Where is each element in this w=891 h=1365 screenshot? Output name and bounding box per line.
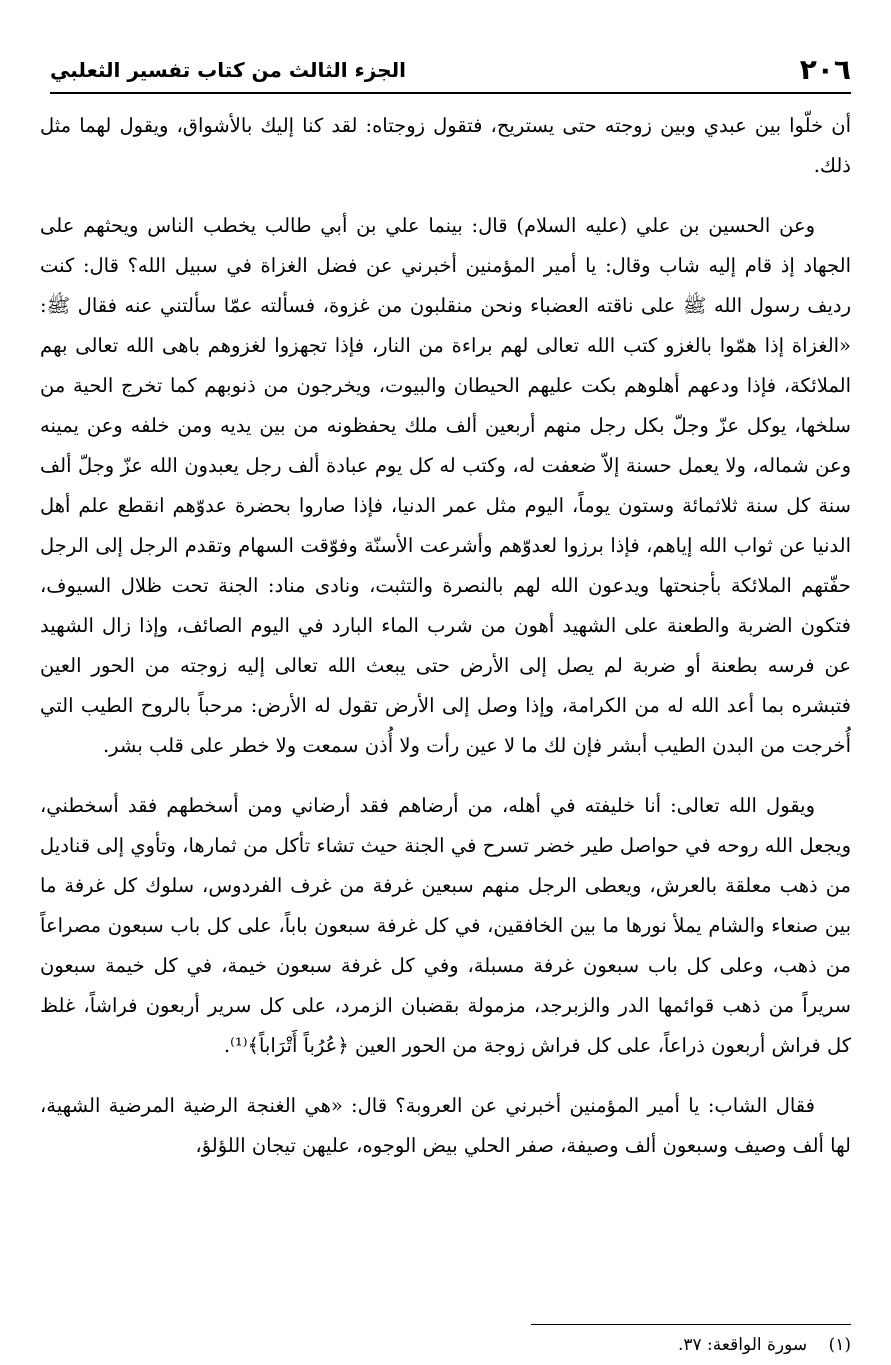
header-rule — [50, 92, 851, 94]
body-text — [40, 106, 851, 1186]
paragraph: فقال الشاب: يا أمير المؤمنين أخبرني عن العروبة؟ قال: «هي الغنجة الرضية المرضية الشهية، لها ألف وصيف وسبعون ألف وصيفة، صفر الحلي بيض الوجوه، عليهن تيجان اللؤلؤ، — [40, 1094, 851, 1157]
footnote-rule — [531, 1324, 851, 1325]
paragraph: ويقول الله تعالى: أنا خليفته في أهله، من أرضاهم فقد أرضاني ومن أسخطهم فقد أسخطني، ويجعل الله روحه في حواصل طير خضر تسرح في الجنة حيث تشاء تأكل من ثمارها، وتأوي إلى قناديل من ذهب معلقة بالعرش، ويعطى الرجل منهم سبعين غرفة من غرف الفردوس، سلوك كل غرفة ما بين صنعاء والشام يملأ نورها ما بين الخافقين، في كل غرفة سبعون باباً، على كل باب سبعون مصراعاً من ذهب، وعلى كل باب سبعون غرفة مسبلة، وفي كل غرفة سبعون خيمة، في كل خيمة سبعون سريراً من ذهب قوائمها الدر والزبرجد، مزمولة بقضبان الزمرد، على كل سرير أربعون فراشاً، غلظ كل فراش أربعون ذراعاً، على كل فراش زوجة من الحور العين ﴿عُرُباً أَتْرَاباً﴾⁽¹⁾. — [40, 794, 851, 1057]
footnote — [678, 1332, 851, 1358]
paragraph: أن خلّوا بين عبدي وبين زوجته حتى يستريح، فتقول زوجتاه: لقد كنا إليك بالأشواق، ويقول لهما مثل ذلك. — [40, 114, 851, 177]
footnote-text: سورة الواقعة: ٣٧. — [677, 1335, 808, 1355]
running-title: الجزء الثالث من كتاب تفسير الثعلبي — [50, 58, 407, 82]
paragraph: وعن الحسين بن علي (عليه السلام) قال: بينما علي بن أبي طالب يخطب الناس ويحثهم على الجهاد إذ قام إليه شاب وقال: يا أمير المؤمنين أخبرني عن فضل الغزاة في سبيل الله؟ قال: كنت رديف رسول الله ﷺ على ناقته العضباء ونحن منقلبون من غزوة، فسألته عمّا سألتني عنه فقال ﷺ: «الغزاة إذا همّوا بالغزو كتب الله تعالى لهم براءة من النار، فإذا تجهزوا لغزوهم باهى الله تعالى بهم الملائكة، فإذا ودعهم أهلوهم بكت عليهم الحيطان والبيوت، ويخرجون من ذنوبهم كما تخرج الحية من سلخها، يوكل عزّ وجلّ بكل رجل منهم أربعين ألف ملك يحفظونه من بين يديه ومن خلفه وعن يمينه وعن شماله، ولا يعمل حسنة إلاّ ضعفت له، وكتب له كل يوم عبادة ألف رجل يعبدون الله عزّ وجلّ ألف سنة كل سنة ثلاثمائة وستون يوماً، اليوم مثل عمر الدنيا، فإذا صاروا بحضرة عدوّهم انقطع علم أهل الدنيا عن ثواب الله إياهم، فإذا برزوا لعدوّهم وأشرعت الأسنّة وفوّقت السهام وتقدم الرجل إلى الرجل حفّتهم الملائكة بأجنحتها ويدعون الله لهم بالنصرة والتثبت، ونادى مناد: الجنة تحت ظلال السيوف، فتكون الضربة والطعنة على الشهيد أهون من شرب الماء البارد في اليوم الصائف، وإذا زال الشهيد عن فرسه بطعنة أو ضربة لم يصل إلى الأرض حتى يبعث الله تعالى إليه زوجته من الحور العين فتبشره بما أعد الله له من الكرامة، وإذا وصل إلى الأرض تقول له الأرض: مرحباً بالروح الطيب التي أُخرجت من البدن الطيب أبشر فإن لك ما لا عين رأت ولا أُذن سمعت ولا خطر على قلب بشر. — [40, 214, 851, 757]
page-header — [50, 52, 851, 96]
page-number: ٢٠٦ — [799, 53, 851, 86]
footnote-number: (١) — [828, 1335, 851, 1355]
